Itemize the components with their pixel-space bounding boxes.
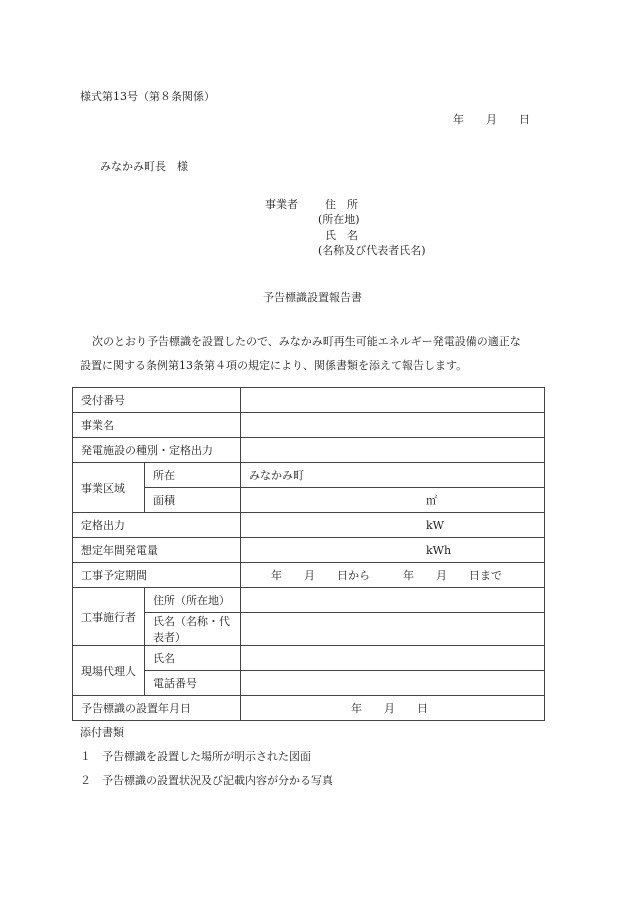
table-row [73,646,545,671]
project-name-field[interactable] [241,413,545,438]
contractor-name-label: 氏名（名称・代表者） [145,613,241,646]
agent-phone-label: 電話番号 [145,671,241,696]
sign-date-label: 予告標識の設置年月日 [73,696,241,721]
construction-period-label: 工事予定期間 [73,563,241,588]
table-row [73,438,545,463]
construction-period-field[interactable]: 年 月 日から 年 月 日まで [241,563,545,588]
annual-generation-label: 想定年間発電量 [73,538,241,563]
area-field[interactable]: ㎡ [241,488,545,513]
date-line: 年 月 日 [453,113,530,126]
report-table [72,387,545,721]
rated-output-field[interactable]: kW [241,513,545,538]
contractor-address-field[interactable] [241,588,545,613]
table-row [73,388,545,413]
table-row [73,588,545,613]
agent-name-label: 氏名 [145,646,241,671]
location-label: 所在 [145,463,241,488]
facility-type-label: 発電施設の種別・定格出力 [73,438,241,463]
attachment-item-1: １ 予告標識を設置した場所が明示された図面 [80,750,311,763]
table-row [73,563,545,588]
facility-type-field[interactable] [241,438,545,463]
sign-date-field[interactable]: 年 月 日 [241,696,545,721]
project-area-label: 事業区域 [73,463,145,513]
agent-name-field[interactable] [241,646,545,671]
table-row [73,696,545,721]
table-row [73,413,545,438]
attachment-item-2: ２ 予告標識の設置状況及び記載内容が分かる写真 [80,774,333,787]
agent-phone-field[interactable] [241,671,545,696]
location-field[interactable]: みなかみ町 [241,463,545,488]
body-line-2: 設置に関する条例第13条第４項の規定により、関係書類を添えて報告します。 [80,359,468,372]
table-row [73,513,545,538]
applicant-label: 事業者 [265,198,298,211]
applicant-name-sub: (名称及び代表者氏名) [318,244,426,257]
applicant-name-label: 氏 名 [325,229,358,242]
receipt-no-field[interactable] [241,388,545,413]
site-agent-label: 現場代理人 [73,646,145,696]
annual-generation-field[interactable]: kWh [241,538,545,563]
table-row [73,463,545,488]
form-number: 様式第13号（第８条関係） [80,90,215,103]
area-label: 面積 [145,488,241,513]
contractor-label: 工事施行者 [73,588,145,646]
applicant-address-sub: (所在地) [318,213,360,226]
attachments-heading: 添付書類 [80,726,124,739]
body-line-1: 次のとおり予告標識を設置したので、みなかみ町再生可能エネルギー発電設備の適正な [92,335,521,348]
document-title: 予告標識設置報告書 [263,291,362,304]
addressee: みなかみ町長 様 [100,160,188,173]
contractor-name-field[interactable] [241,613,545,646]
receipt-no-label: 受付番号 [73,388,241,413]
applicant-address-label: 住 所 [325,198,358,211]
rated-output-label: 定格出力 [73,513,241,538]
table-row [73,538,545,563]
project-name-label: 事業名 [73,413,241,438]
contractor-address-label: 住所（所在地） [145,588,241,613]
